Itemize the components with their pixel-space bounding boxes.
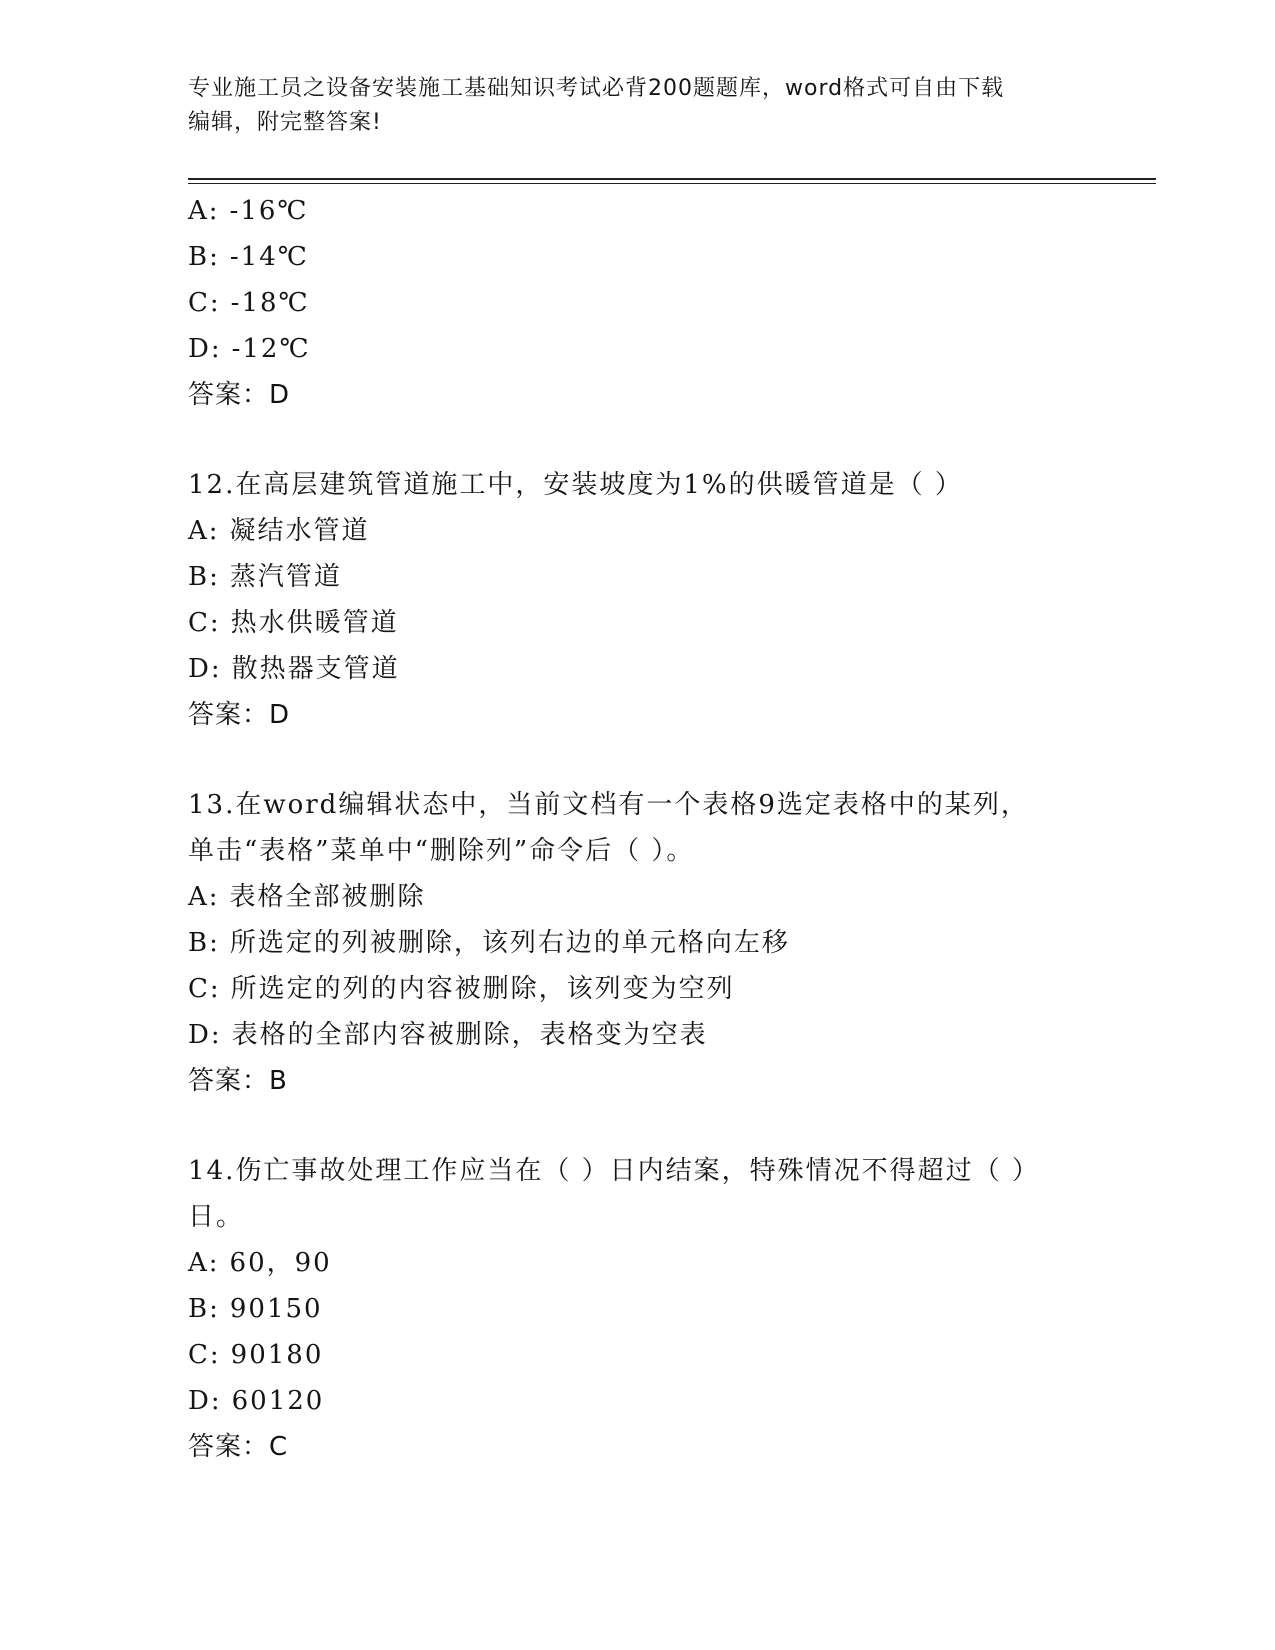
option-text: 热水供暖管道 [230, 608, 399, 638]
option-text: 散热器支管道 [231, 654, 400, 684]
option-line [188, 188, 1108, 234]
header-divider-thick [188, 178, 1156, 180]
question-13 [188, 782, 1108, 1104]
option-key: C: [188, 608, 221, 638]
option-line [188, 1286, 1108, 1332]
option-text: 凝结水管道 [229, 516, 370, 546]
question-stem: 13.在word编辑状态中，当前文档有一个表格9选定表格中的某列， [188, 790, 1029, 820]
question-list [188, 188, 1108, 1470]
question-block-continued [188, 188, 1108, 418]
option-line [188, 234, 1108, 280]
option-line [188, 1378, 1108, 1424]
header-title-line-1: 专业施工员之设备安装施工基础知识考试必背200题题库，word格式可自由下载 [188, 76, 1005, 101]
option-text: -16℃ [229, 196, 309, 226]
option-key: B: [188, 1294, 220, 1324]
option-text: 60120 [231, 1386, 325, 1416]
question-spacer [188, 1104, 1108, 1148]
option-key: D: [188, 654, 222, 684]
question-stem: 14.伤亡事故处理工作应当在（ ）日内结案，特殊情况不得超过（ ） [188, 1156, 1040, 1186]
option-key: A: [188, 516, 220, 546]
option-key: B: [188, 562, 220, 592]
question-stem-continued: 单击“表格”菜单中“删除列”命令后（ ）。 [188, 836, 695, 866]
option-text: -14℃ [229, 242, 309, 272]
option-text: 所选定的列的内容被删除，该列变为空列 [230, 974, 735, 1004]
option-line [188, 326, 1108, 372]
option-key: A: [188, 1248, 220, 1278]
document-header [188, 72, 1088, 140]
option-line [188, 874, 1108, 920]
option-line [188, 920, 1108, 966]
option-line [188, 966, 1108, 1012]
option-key: D: [188, 334, 222, 364]
option-key: D: [188, 1020, 222, 1050]
option-key: D: [188, 1386, 222, 1416]
question-stem-continued: 日。 [188, 1202, 245, 1232]
answer-line: 答案：B [188, 1066, 288, 1096]
option-key: B: [188, 242, 220, 272]
option-text: 蒸汽管道 [229, 562, 342, 592]
option-key: C: [188, 1340, 221, 1370]
option-line [188, 1332, 1108, 1378]
option-line [188, 600, 1108, 646]
option-line [188, 508, 1108, 554]
option-text: -18℃ [230, 288, 310, 318]
option-text: 90180 [230, 1340, 324, 1370]
option-text: -12℃ [231, 334, 311, 364]
header-title-line-2: 编辑，附完整答案! [188, 110, 382, 135]
option-line [188, 1012, 1108, 1058]
question-stem: 12.在高层建筑管道施工中，安装坡度为1%的供暖管道是（ ） [188, 470, 963, 500]
option-key: B: [188, 928, 220, 958]
answer-line: 答案：D [188, 700, 291, 730]
option-text: 表格的全部内容被删除，表格变为空表 [231, 1020, 708, 1050]
option-text: 表格全部被删除 [229, 882, 426, 912]
option-text: 所选定的列被删除，该列右边的单元格向左移 [229, 928, 790, 958]
question-spacer [188, 418, 1108, 462]
header-divider-thin [188, 183, 1156, 184]
option-text: 60，90 [229, 1248, 332, 1278]
option-line [188, 280, 1108, 326]
question-spacer [188, 738, 1108, 782]
answer-line: 答案：C [188, 1432, 289, 1462]
option-line [188, 1240, 1108, 1286]
option-key: C: [188, 974, 221, 1004]
answer-line: 答案：D [188, 380, 291, 410]
option-text: 90150 [229, 1294, 323, 1324]
question-12 [188, 462, 1108, 738]
question-14 [188, 1148, 1108, 1470]
option-key: A: [188, 196, 220, 226]
option-line [188, 646, 1108, 692]
option-line [188, 554, 1108, 600]
option-key: A: [188, 882, 220, 912]
option-key: C: [188, 288, 221, 318]
